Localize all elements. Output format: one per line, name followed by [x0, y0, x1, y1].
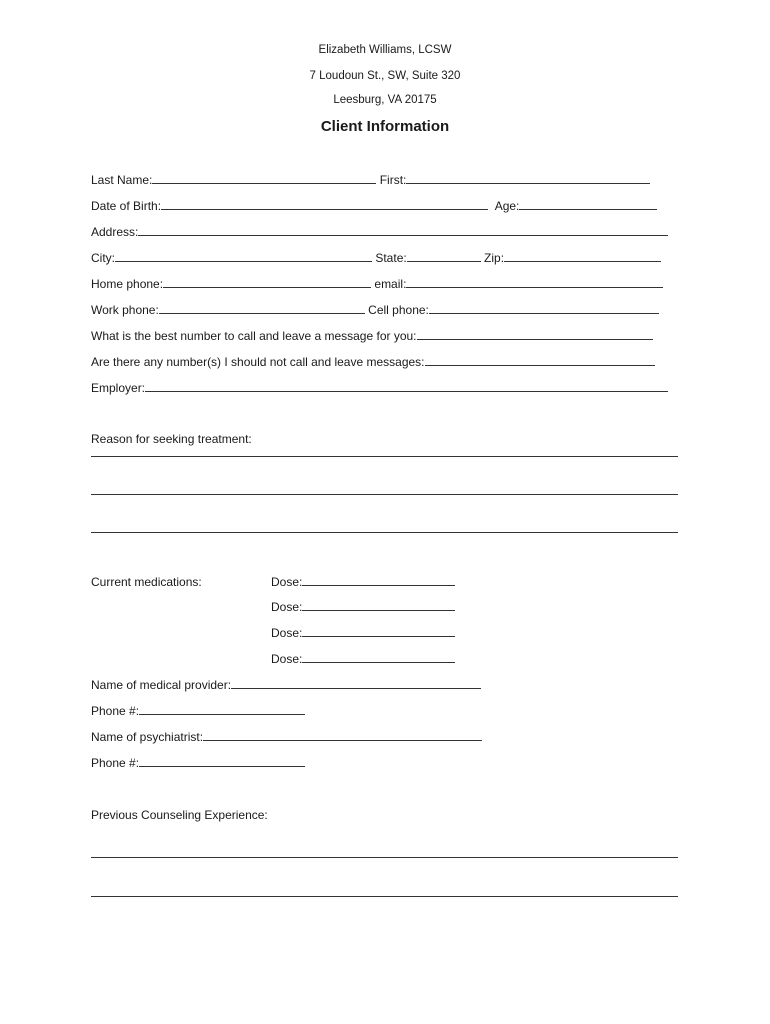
provider-name: Elizabeth Williams, LCSW — [318, 44, 452, 56]
cell-phone-label: Cell phone: — [368, 303, 429, 317]
work-phone-row — [91, 303, 659, 317]
reason-label: Reason for seeking treatment: — [91, 432, 252, 446]
phone-label: Phone #: — [91, 704, 140, 718]
dose-row-2 — [271, 600, 455, 614]
best-number-label: What is the best number to call and leave a message for you: — [91, 329, 417, 343]
zip-field[interactable] — [504, 251, 661, 262]
dose-row-4 — [271, 652, 455, 666]
employer-field[interactable] — [145, 381, 668, 392]
work-phone-field[interactable] — [159, 303, 365, 314]
provider-street: 7 Loudoun St., SW, Suite 320 — [309, 70, 461, 82]
age-label: Age: — [494, 199, 520, 213]
city-field[interactable] — [115, 251, 372, 262]
provider-phone-field[interactable] — [139, 704, 305, 715]
address-row — [91, 225, 668, 239]
dob-field[interactable] — [161, 199, 488, 210]
best-number-field[interactable] — [417, 329, 653, 340]
current-medications-label: Current medications: — [91, 575, 202, 589]
age-field[interactable] — [519, 199, 657, 210]
medical-provider-field[interactable] — [231, 678, 481, 689]
dose-label: Dose: — [271, 626, 303, 640]
employer-row — [91, 381, 668, 395]
dose-field-4[interactable] — [302, 652, 455, 663]
dose-label: Dose: — [271, 575, 303, 589]
dose-field-1[interactable] — [302, 575, 455, 586]
reason-line-3[interactable] — [91, 532, 678, 533]
employer-label: Employer: — [91, 381, 146, 395]
no-call-field[interactable] — [425, 355, 655, 366]
dob-label: Date of Birth: — [91, 199, 162, 213]
city-row — [91, 251, 661, 265]
home-phone-label: Home phone: — [91, 277, 164, 291]
dob-row — [91, 199, 657, 213]
state-label: State: — [375, 251, 407, 265]
state-field[interactable] — [407, 251, 481, 262]
phone-label: Phone #: — [91, 756, 140, 770]
home-phone-field[interactable] — [163, 277, 371, 288]
zip-label: Zip: — [484, 251, 505, 265]
last-name-field[interactable] — [152, 173, 376, 184]
no-call-row — [91, 355, 655, 369]
no-call-label: Are there any number(s) I should not call and leave messages: — [91, 355, 425, 369]
reason-line-1[interactable] — [91, 456, 678, 457]
dose-row-3 — [271, 626, 455, 640]
address-field[interactable] — [138, 225, 668, 236]
dose-label: Dose: — [271, 652, 303, 666]
dose-field-3[interactable] — [302, 626, 455, 637]
address-label: Address: — [91, 225, 139, 239]
psychiatrist-row — [91, 730, 482, 744]
medical-provider-label: Name of medical provider: — [91, 678, 232, 692]
previous-counseling-line-1[interactable] — [91, 857, 678, 858]
previous-counseling-label: Previous Counseling Experience: — [91, 808, 268, 822]
dose-row-1 — [271, 575, 455, 589]
home-phone-row — [91, 277, 663, 291]
best-number-row — [91, 329, 653, 343]
provider-city: Leesburg, VA 20175 — [333, 94, 437, 106]
dose-field-2[interactable] — [302, 600, 455, 611]
previous-counseling-line-2[interactable] — [91, 896, 678, 897]
psychiatrist-label: Name of psychiatrist: — [91, 730, 204, 744]
form-title: Client Information — [320, 118, 450, 135]
provider-phone-row — [91, 704, 305, 718]
first-name-label: First: — [379, 173, 407, 187]
medical-provider-row — [91, 678, 481, 692]
work-phone-label: Work phone: — [91, 303, 159, 317]
psychiatrist-field[interactable] — [203, 730, 482, 741]
city-label: City: — [91, 251, 115, 265]
psychiatrist-phone-field[interactable] — [139, 756, 305, 767]
first-name-field[interactable] — [406, 173, 650, 184]
name-row — [91, 173, 650, 187]
psychiatrist-phone-row — [91, 756, 305, 770]
cell-phone-field[interactable] — [429, 303, 659, 314]
dose-label: Dose: — [271, 600, 303, 614]
last-name-label: Last Name: — [91, 173, 153, 187]
email-field[interactable] — [406, 277, 663, 288]
email-label: email: — [374, 277, 407, 291]
reason-line-2[interactable] — [91, 494, 678, 495]
